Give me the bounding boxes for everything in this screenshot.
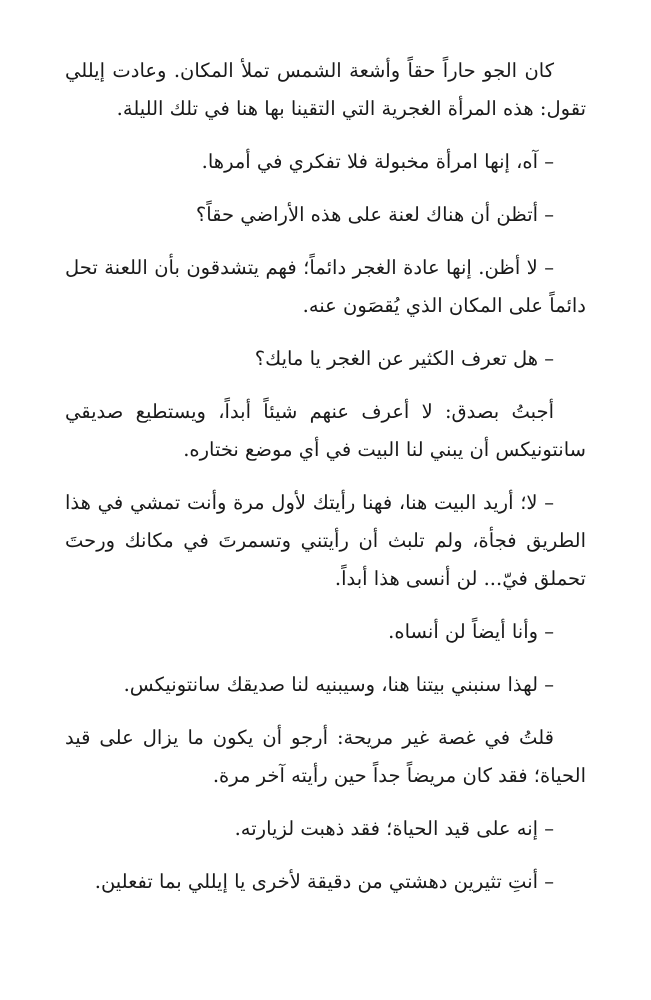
- paragraph-7: – لا؛ أريد البيت هنا، فهنا رأيتك لأول مرة وأنت تمشي في هذا الطريق فجأة، ولم تلبث أن رأيتني وتسمرتَ في مكانك ورحتَ تحملق فيّ... لن أنسى هذا أبداً.: [65, 491, 586, 590]
- paragraph-1: كان الجو حاراً حقاً وأشعة الشمس تملأ المكان. وعادت إيللي تقول: هذه المرأة الغجرية التي التقينا بها هنا في تلك الليلة.: [65, 59, 586, 120]
- paragraph-12: – أنتِ تثيرين دهشتي من دقيقة لأخرى يا إيللي بما تفعلين.: [94, 870, 554, 893]
- paragraph-8: – وأنا أيضاً لن أنساه.: [388, 620, 554, 643]
- paragraph-10: قلتُ في غصة غير مريحة: أرجو أن يكون ما يزال على قيد الحياة؛ فقد كان مريضاً جداً حين رأيته آخر مرة.: [65, 726, 586, 787]
- paragraph-9: – لهذا سنبني بيتنا هنا، وسيبنيه لنا صديقك سانتونيكس.: [123, 673, 554, 696]
- paragraph-3: – أتظن أن هناك لعنة على هذه الأراضي حقاً؟: [195, 203, 554, 226]
- paragraph-6: أجبتُ بصدق: لا أعرف عنهم شيئاً أبداً، ويستطيع صديقي سانتونيكس أن يبني لنا البيت في أي موضع نختاره.: [65, 400, 586, 461]
- paragraph-2: – آه، إنها امرأة مخبولة فلا تفكري في أمرها.: [201, 150, 554, 173]
- paragraph-4: – لا أظن. إنها عادة الغجر دائماً؛ فهم يتشدقون بأن اللعنة تحل دائماً على المكان الذي يُقصَون عنه.: [65, 256, 586, 317]
- paragraph-11: – إنه على قيد الحياة؛ فقد ذهبت لزيارته.: [234, 817, 554, 840]
- paragraph-5: – هل تعرف الكثير عن الغجر يا مايك؟: [254, 347, 554, 370]
- document-page: [65, 52, 586, 901]
